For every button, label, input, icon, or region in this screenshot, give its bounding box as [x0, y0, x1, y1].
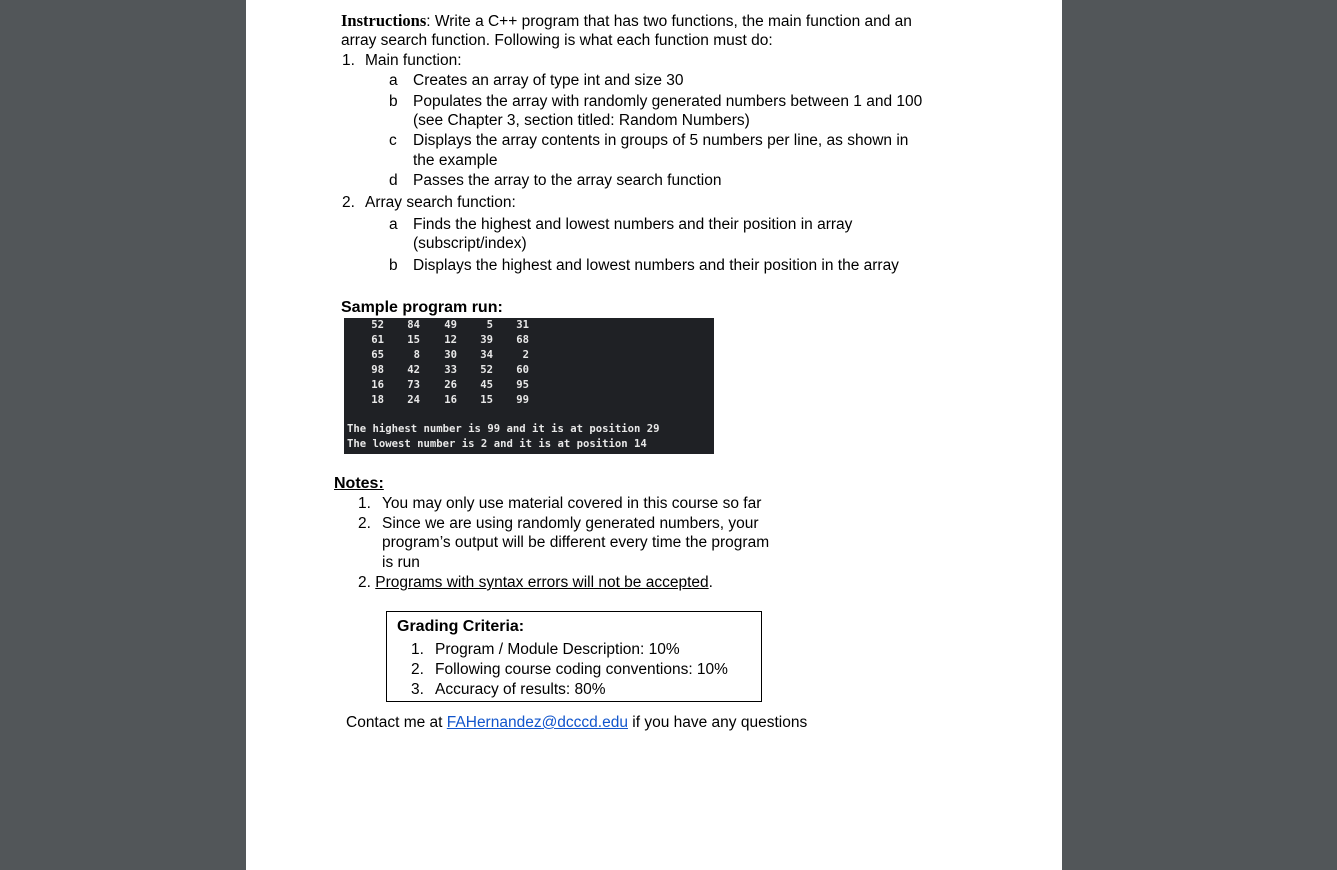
console-number: 26	[444, 379, 457, 391]
console-number: 52	[480, 364, 493, 376]
grading-item-1-text: Program / Module Description: 10%	[435, 641, 680, 658]
search-item-b-letter: b	[389, 257, 398, 274]
console-number: 42	[407, 364, 420, 376]
main-item-d-text: Passes the array to the array search function	[413, 172, 722, 189]
console-number: 24	[407, 394, 420, 406]
main-item-c-letter: c	[389, 132, 397, 149]
search-item-a-letter: a	[389, 216, 398, 233]
grading-item-3-text: Accuracy of results: 80%	[435, 681, 606, 698]
notes-item-2-text-1: Since we are using randomly generated numbers, your	[382, 515, 759, 532]
notes-item-3-line	[358, 573, 713, 593]
console-output	[344, 318, 714, 454]
search-function-title: Array search function:	[365, 194, 516, 211]
notes-item-2-text-2: program’s output will be different every time the program	[382, 534, 770, 551]
search-item-b-text: Displays the highest and lowest numbers and their position in the array	[413, 257, 899, 274]
notes-item-1-number: 1.	[358, 495, 371, 512]
console-number: 15	[407, 334, 420, 346]
console-number: 45	[480, 379, 493, 391]
notes-item-1-text: You may only use material covered in this course so far	[382, 495, 762, 512]
console-number: 30	[444, 349, 457, 361]
main-function-title: Main function:	[365, 52, 462, 69]
notes-heading: Notes:	[334, 475, 384, 492]
console-lowest-message: The lowest number is 2 and it is at position 14	[347, 438, 647, 450]
console-number: 95	[516, 379, 529, 391]
grading-item-2-number: 2.	[411, 661, 424, 678]
grading-item-2-text: Following course coding conventions: 10%	[435, 661, 728, 678]
console-number: 52	[371, 319, 384, 331]
contact-email-link[interactable]: FAHernandez@dcccd.edu	[446, 714, 628, 731]
notes-item-2-text-3: is run	[382, 554, 420, 571]
grading-item-3-number: 3.	[411, 681, 424, 698]
console-number: 98	[371, 364, 384, 376]
instructions-text-1: : Write a C++ program that has two functions, the main function and an	[426, 13, 912, 30]
console-number: 31	[516, 319, 529, 331]
console-number: 2	[522, 349, 529, 361]
console-number: 12	[444, 334, 457, 346]
notes-item-3-number: 2.	[358, 574, 371, 591]
console-number: 5	[486, 319, 493, 331]
console-number: 99	[516, 394, 529, 406]
main-item-a-text: Creates an array of type int and size 30	[413, 72, 684, 89]
contact-suffix: if you have any questions	[627, 714, 808, 731]
grading-heading: Grading Criteria:	[397, 618, 525, 635]
console-number: 61	[371, 334, 384, 346]
console-number: 84	[407, 319, 420, 331]
search-function-number: 2.	[342, 194, 355, 211]
console-highest-message: The highest number is 99 and it is at position 29	[347, 423, 660, 435]
main-item-b-text-1: Populates the array with randomly generated numbers between 1 and 100	[413, 93, 923, 110]
main-function-number: 1.	[342, 52, 355, 69]
document-page	[246, 0, 1062, 870]
console-number: 16	[371, 379, 384, 391]
main-item-b-text-2: (see Chapter 3, section titled: Random Numbers)	[413, 112, 750, 129]
console-number: 8	[413, 349, 420, 361]
notes-item-3-period: .	[708, 574, 713, 591]
console-number: 60	[516, 364, 529, 376]
main-item-d-letter: d	[389, 172, 398, 189]
console-number: 33	[444, 364, 457, 376]
console-number: 39	[480, 334, 493, 346]
console-number: 34	[480, 349, 493, 361]
contact-prefix: Contact me at	[346, 714, 447, 731]
console-number: 16	[444, 394, 457, 406]
console-number: 73	[407, 379, 420, 391]
sample-heading: Sample program run:	[341, 299, 503, 316]
main-item-c-text-2: the example	[413, 152, 498, 169]
notes-item-3-text: Programs with syntax errors will not be accepted	[375, 574, 709, 591]
console-number: 18	[371, 394, 384, 406]
console-number: 49	[444, 319, 457, 331]
grading-item-1-number: 1.	[411, 641, 424, 658]
instructions-label: Instructions	[341, 11, 427, 30]
console-number: 65	[371, 349, 384, 361]
search-item-a-text-2: (subscript/index)	[413, 235, 527, 252]
console-number: 68	[516, 334, 529, 346]
search-item-a-text-1: Finds the highest and lowest numbers and their position in array	[413, 216, 853, 233]
console-number: 15	[480, 394, 493, 406]
contact-line	[346, 713, 807, 733]
notes-item-2-number: 2.	[358, 515, 371, 532]
main-item-b-letter: b	[389, 93, 398, 110]
grading-criteria-box	[386, 611, 762, 702]
instructions-line-2: array search function. Following is what each function must do:	[341, 32, 773, 49]
main-item-c-text-1: Displays the array contents in groups of 5 numbers per line, as shown in	[413, 132, 909, 149]
main-item-a-letter: a	[389, 72, 398, 89]
instructions-line-1	[341, 11, 912, 32]
